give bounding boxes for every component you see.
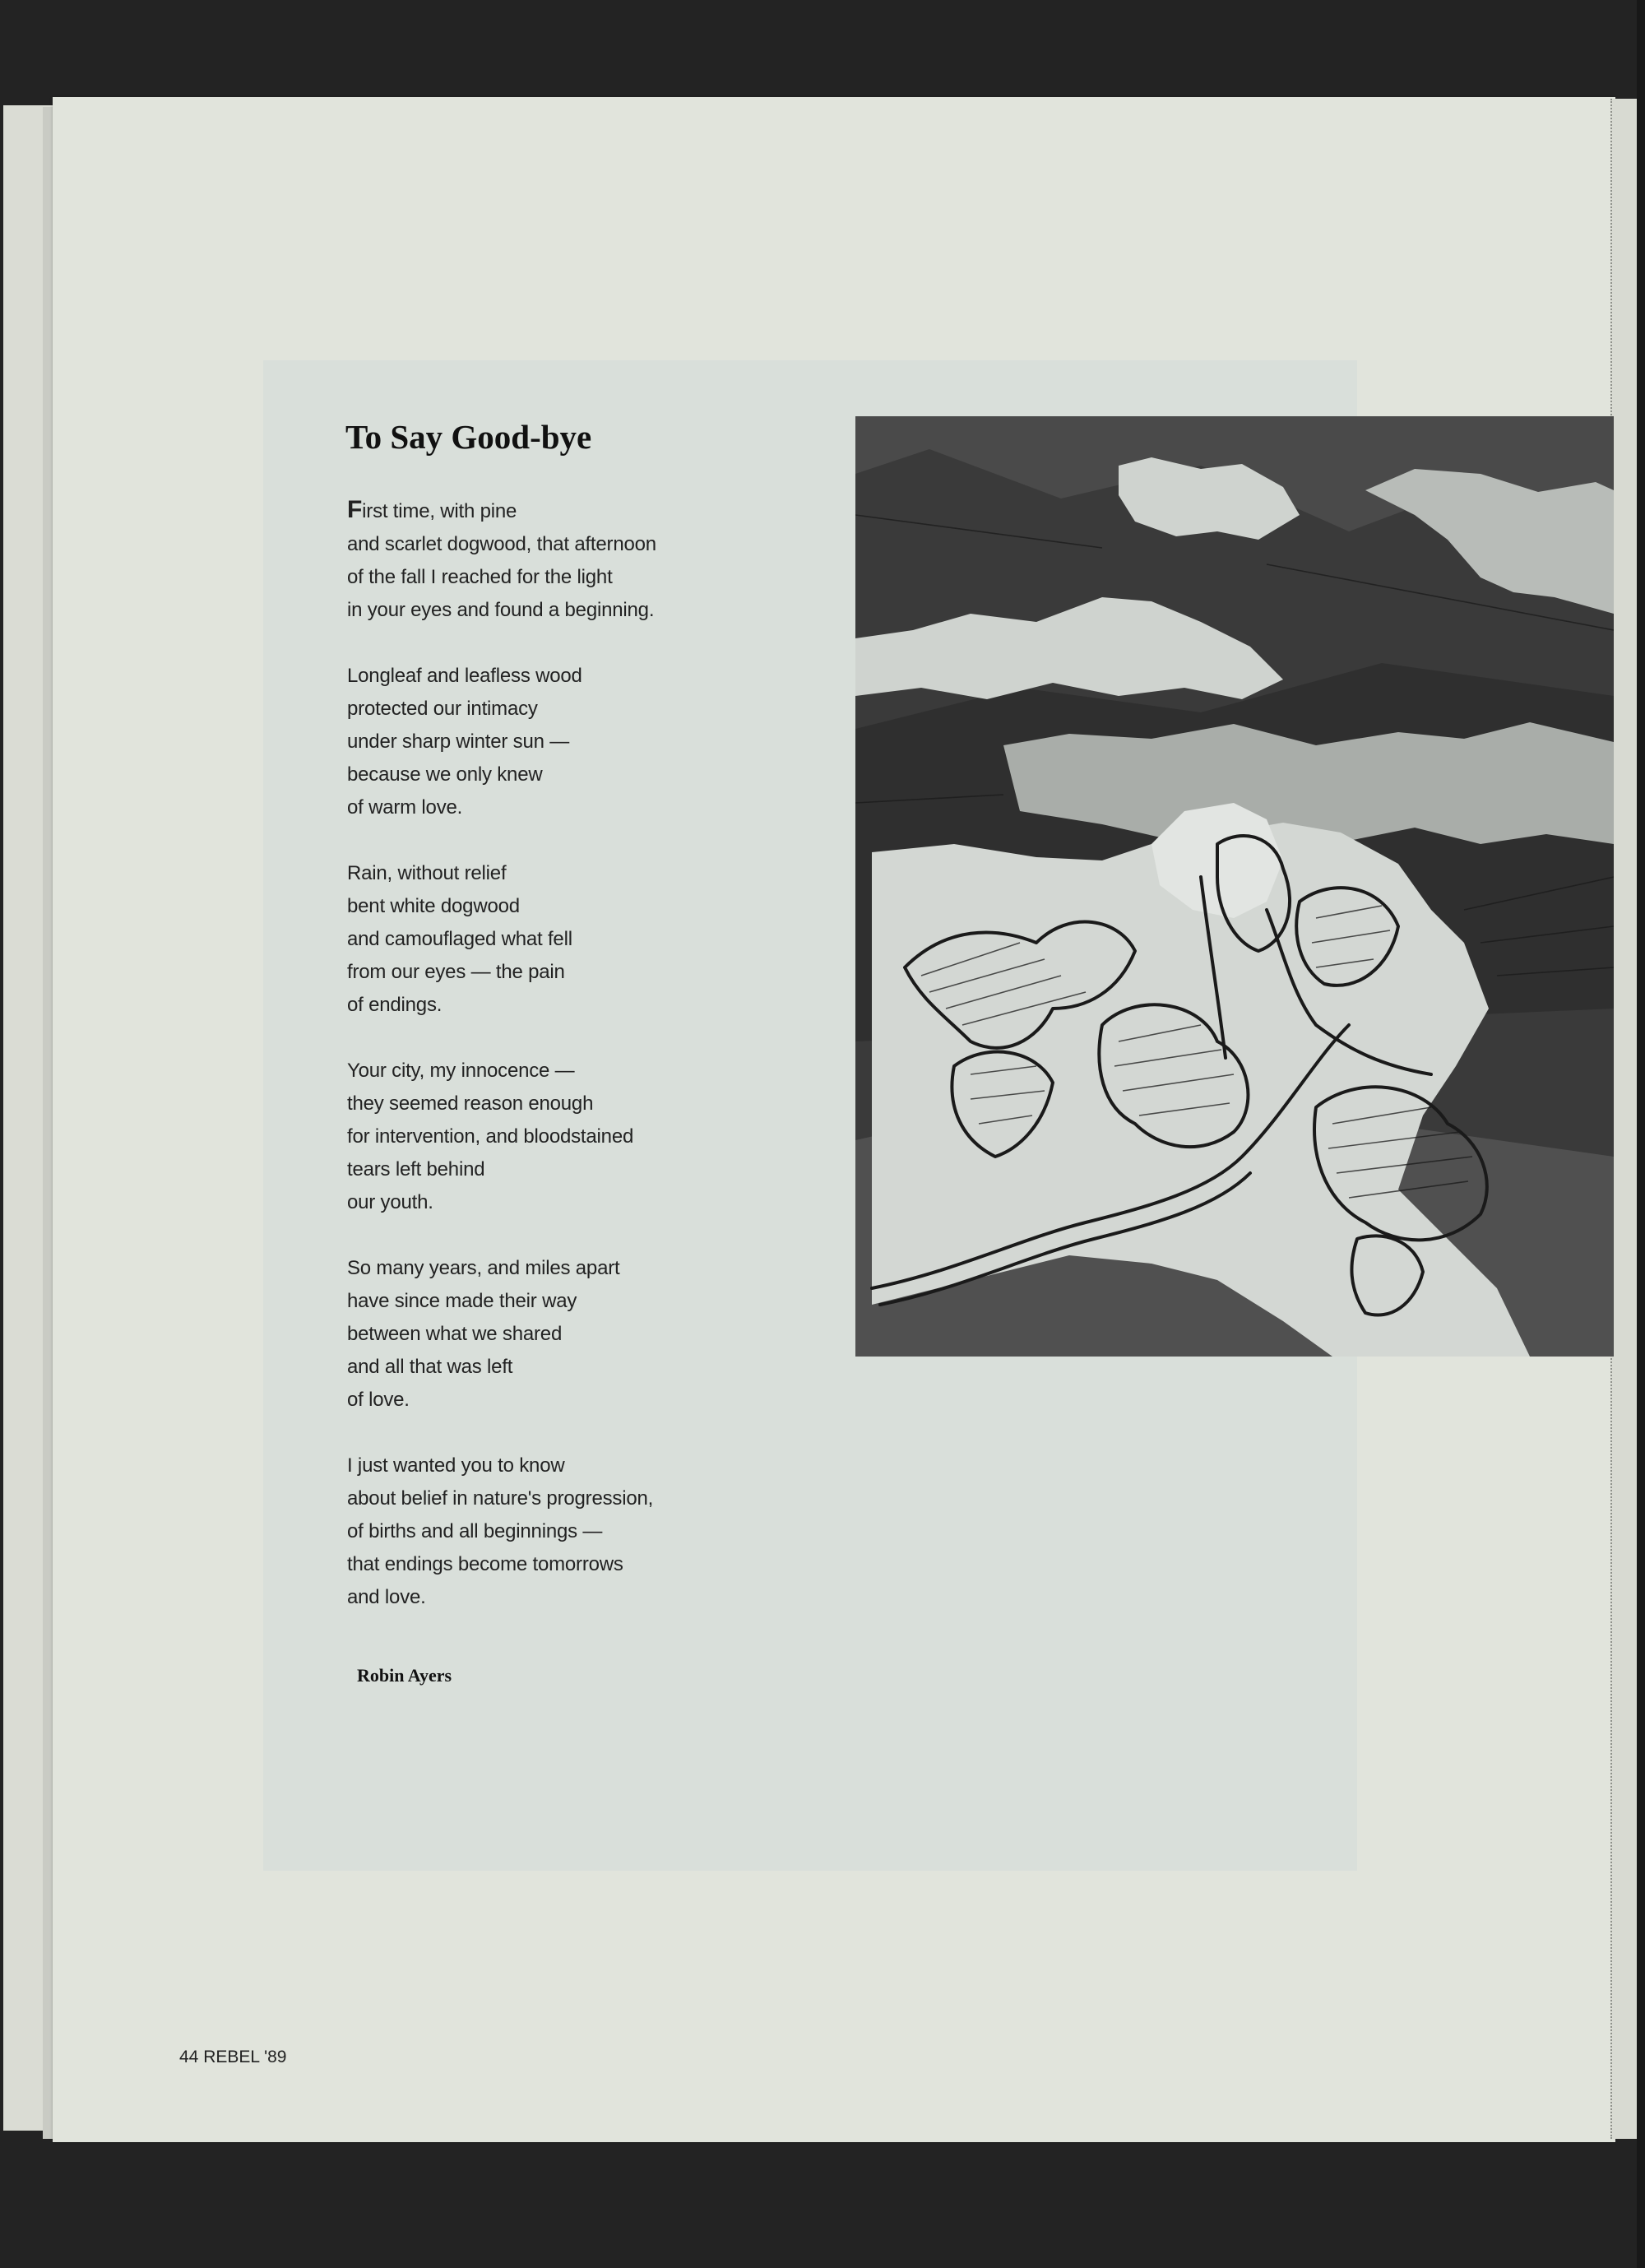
poem-line: of warm love. (347, 796, 463, 819)
poem-line: for intervention, and bloodstained (347, 1125, 634, 1148)
poem-line: of births and all beginnings — (347, 1520, 603, 1542)
poem-line: So many years, and miles apart (347, 1257, 620, 1279)
poem-line: of endings. (347, 994, 443, 1016)
poem-line: bent white dogwood (347, 895, 520, 917)
poem-line: and all that was left (347, 1356, 513, 1378)
poem-line: tears left behind (347, 1158, 485, 1180)
poem-line: Longleaf and leafless wood (347, 665, 582, 687)
dogwood-collage-illustration (855, 416, 1614, 1357)
collage-artwork (855, 416, 1614, 1357)
poem-line: of the fall I reached for the light (347, 566, 613, 588)
poem-line: protected our intimacy (347, 698, 538, 720)
stanza (347, 494, 734, 627)
poem-line: of love. (347, 1389, 410, 1411)
poem-line: have since made their way (347, 1290, 577, 1312)
poem-line: Your city, my innocence — (347, 1060, 575, 1082)
poem-line: from our eyes — the pain (347, 961, 565, 983)
poem-body (347, 494, 734, 1647)
poem-line: because we only knew (347, 763, 543, 786)
poem-line: in your eyes and found a beginning. (347, 599, 655, 621)
stanza (347, 1252, 734, 1417)
stanza (347, 1055, 734, 1219)
poem-line: under sharp winter sun — (347, 730, 570, 753)
poem-title: To Say Good-bye (345, 418, 592, 456)
poem-line: and camouflaged what fell (347, 928, 572, 950)
stanza (347, 857, 734, 1022)
poem-line: and scarlet dogwood, that afternoon (347, 533, 656, 555)
poem-author: Robin Ayers (357, 1665, 452, 1686)
poem-line: and love. (347, 1586, 426, 1608)
poem-line: our youth. (347, 1191, 433, 1213)
page-folio: 44 REBEL '89 (179, 2048, 287, 2066)
stanza (347, 1449, 734, 1614)
poem-line: about belief in nature's progression, (347, 1487, 654, 1510)
poem-line: that endings become tomorrows (347, 1553, 623, 1575)
binding-dark-edge (1637, 0, 1645, 2268)
poem-line: Rain, without relief (347, 862, 507, 884)
poem-line: First time, with pine (347, 496, 517, 523)
poem-line: I just wanted you to know (347, 1454, 565, 1477)
stanza (347, 660, 734, 824)
poem-line: between what we shared (347, 1323, 563, 1345)
poem-line: they seemed reason enough (347, 1092, 594, 1115)
